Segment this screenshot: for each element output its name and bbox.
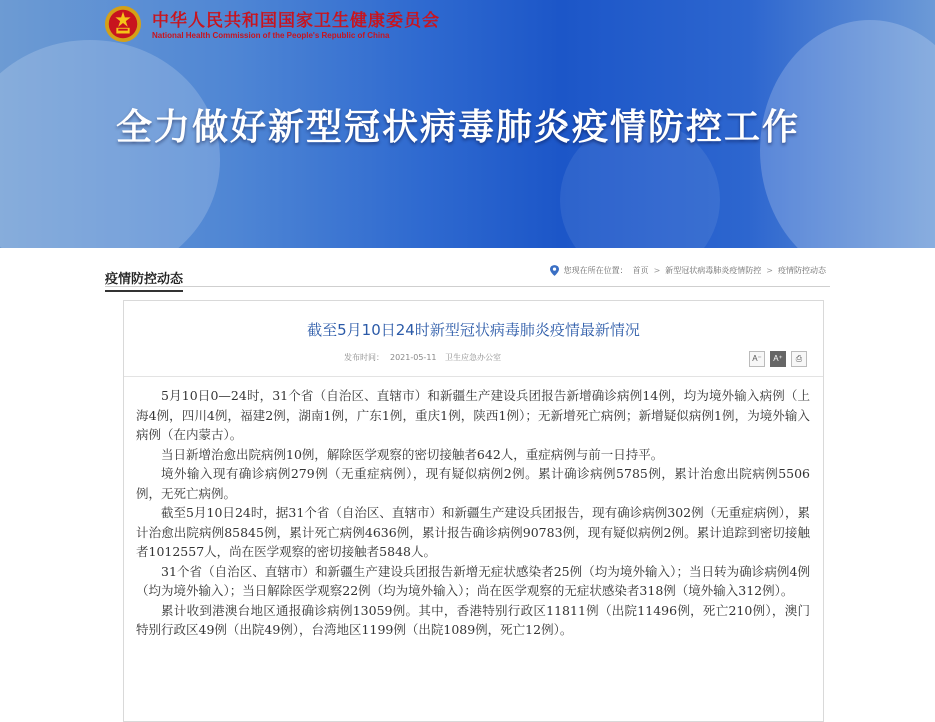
article-paragraph: 累计收到港澳台地区通报确诊病例13059例。其中，香港特别行政区11811例（出院11496例，死亡210例），澳门特别行政区49例（出院49例），台湾地区1199例（出院1089例，死亡12例）。 <box>136 602 810 637</box>
font-decrease-button[interactable]: A⁻ <box>749 351 765 367</box>
article-paragraph: 31个省（自治区、直辖市）和新疆生产建设兵团报告新增无症状感染者25例（均为境外输入）；当日转为确诊病例4例（均为境外输入）；当日解除医学观察22例（均为境外输入）；尚在医学观察的无症状感染者318例（境外输入312例）。 <box>136 563 810 598</box>
breadcrumb-separator: > <box>766 266 773 275</box>
section-header <box>105 266 830 287</box>
font-increase-button[interactable]: A⁺ <box>770 351 786 367</box>
location-pin-icon <box>550 265 559 276</box>
publish-date-label: 发布时间： <box>344 353 384 362</box>
article-meta <box>344 352 507 363</box>
article-title: 截至5月10日24时新型冠状病毒肺炎疫情最新情况 <box>307 321 640 339</box>
org-name-en: National Health Commission of the People's Republic of China <box>152 31 390 40</box>
article-source: 卫生应急办公室 <box>445 353 502 362</box>
article-paragraph: 截至5月10日24时，据31个省（自治区、直辖市）和新疆生产建设兵团报告，现有确诊病例302例（无重症病例），累计治愈出院病例85845例，累计死亡病例4636例，累计报告确诊病例90783例，现有疑似病例2例。累计追踪到密切接触者1012557人，尚在医学观察的密切接触者5848人。 <box>136 505 810 559</box>
org-name-cn[interactable]: 中华人民共和国国家卫生健康委员会 <box>152 11 440 31</box>
breadcrumb-separator: > <box>653 266 661 275</box>
article-tools <box>749 351 807 367</box>
divider <box>124 376 823 377</box>
breadcrumb-current[interactable]: 疫情防控动态 <box>778 266 826 275</box>
publish-date: 2021-05-11 <box>390 353 437 362</box>
article-body <box>136 386 810 640</box>
article-paragraph: 5月10日0—24时，31个省（自治区、直辖市）和新疆生产建设兵团报告新增确诊病例14例，均为境外输入病例（上海4例，四川4例，福建2例，湖南1例，广东1例，重庆1例，陕西1例）；无新增死亡病例；新增疑似病例1例，为境外输入病例（在内蒙古）。 <box>136 388 810 442</box>
article-paragraph: 当日新增治愈出院病例10例，解除医学观察的密切接触者642人，重症病例与前一日持平。 <box>161 446 664 462</box>
breadcrumb-prefix: 您现在所在位置： <box>563 266 628 275</box>
breadcrumb <box>550 265 826 276</box>
header-banner <box>0 0 935 248</box>
section-title: 疫情防控动态 <box>105 268 183 292</box>
national-emblem-icon[interactable] <box>104 5 142 43</box>
breadcrumb-topic[interactable]: 新型冠状病毒肺炎疫情防控 <box>665 266 762 275</box>
print-icon[interactable]: ⎙ <box>791 351 807 367</box>
breadcrumb-home[interactable]: 首页 <box>632 266 649 275</box>
banner-slogan: 全力做好新型冠状病毒肺炎疫情防控工作 <box>116 107 801 148</box>
article-panel <box>123 300 824 722</box>
article-paragraph: 境外输入现有确诊病例279例（无重症病例），现有疑似病例2例。累计确诊病例5785例，累计治愈出院病例5506例，无死亡病例。 <box>136 466 810 501</box>
